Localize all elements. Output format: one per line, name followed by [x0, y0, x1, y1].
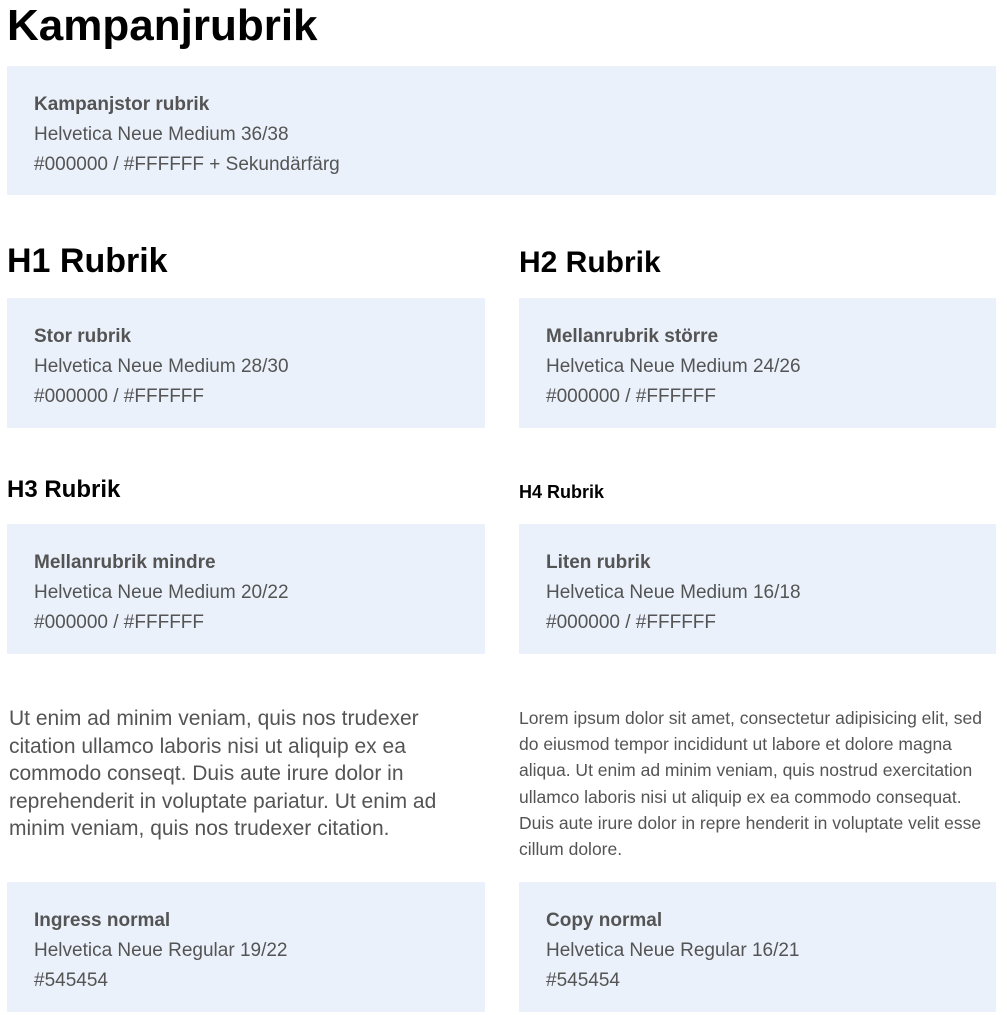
spec-colors: #545454: [34, 970, 108, 991]
spec-style-name: Liten rubrik: [546, 552, 651, 573]
spec-style-name: Mellanrubrik större: [546, 326, 719, 347]
h4-spec-panel: [519, 524, 996, 654]
spec-style-name: Ingress normal: [34, 910, 171, 931]
spec-colors: #000000 / #FFFFFF: [546, 612, 717, 633]
copy-sample-text: Lorem ipsum dolor sit amet, consectetur adipisicing elit, sed do eiusmod tempor incididunt ut labore et dolore magna aliqua. Ut enim ad minim veniam, quis nostrud exercitation ullamco laboris nisi ut aliquip ex ea commodo consequat. Duis aute irure dolor in repre henderit in voluptate velit esse cillum dolore.: [519, 708, 982, 860]
h2-heading: H2 Rubrik: [519, 246, 661, 279]
spec-font: Helvetica Neue Medium 28/30: [34, 356, 289, 377]
spec-style-name: Copy normal: [546, 910, 663, 931]
h1-spec-panel: [7, 298, 485, 428]
h4-heading: H4 Rubrik: [519, 482, 605, 502]
spec-font: Helvetica Neue Medium 20/22: [34, 582, 289, 603]
spec-style-name: Mellanrubrik mindre: [34, 552, 216, 573]
h3-heading: H3 Rubrik: [7, 476, 121, 503]
spec-colors: #545454: [546, 970, 620, 991]
campaign-spec-panel: [7, 66, 996, 195]
ingress-sample-text: Ut enim ad minim veniam, quis nos trudexer citation ullamco laboris nisi ut aliquip ex ea commodo conseqt. Duis aute irure dolor in reprehenderit in voluptate pariatur. Ut enim ad minim veniam, quis nos trudexer citation.: [9, 707, 437, 840]
h1-heading: H1 Rubrik: [7, 242, 168, 280]
spec-style-name: Kampanjstor rubrik: [34, 94, 210, 115]
campaign-heading: Kampanjrubrik: [7, 1, 318, 50]
spec-font: Helvetica Neue Regular 19/22: [34, 940, 288, 961]
h2-spec-panel: [519, 298, 996, 428]
spec-colors: #000000 / #FFFFFF: [34, 612, 205, 633]
spec-style-name: Stor rubrik: [34, 326, 132, 347]
h3-spec-panel: [7, 524, 485, 654]
ingress-spec-panel: [7, 882, 485, 1012]
spec-font: Helvetica Neue Medium 16/18: [546, 582, 801, 603]
copy-spec-panel: [519, 882, 996, 1012]
spec-font: Helvetica Neue Medium 24/26: [546, 356, 801, 377]
spec-colors: #000000 / #FFFFFF: [34, 386, 205, 407]
spec-font: Helvetica Neue Medium 36/38: [34, 124, 289, 145]
spec-colors: #000000 / #FFFFFF + Sekundärfärg: [34, 154, 340, 175]
spec-font: Helvetica Neue Regular 16/21: [546, 940, 800, 961]
spec-colors: #000000 / #FFFFFF: [546, 386, 717, 407]
